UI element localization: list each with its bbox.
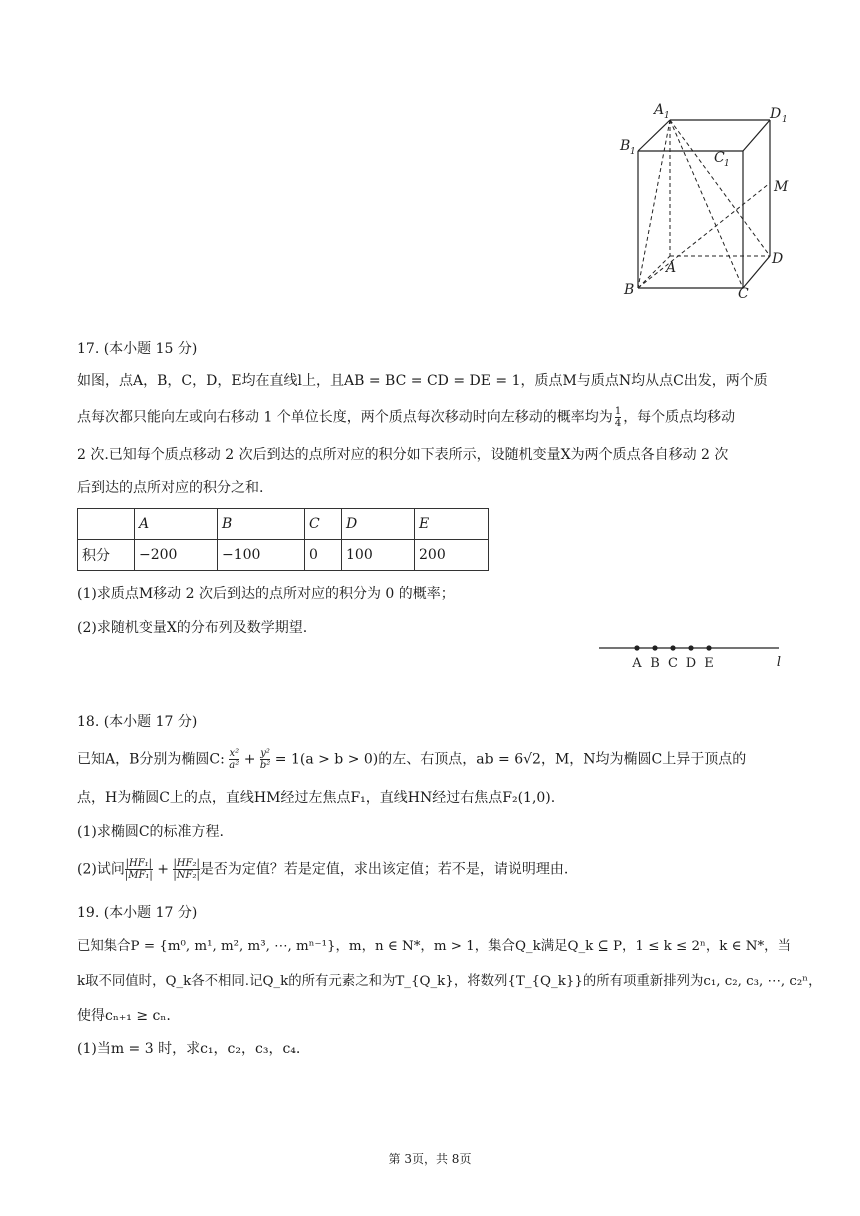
ellipse-x-fraction	[229, 748, 239, 771]
label-a1-sub: 1	[664, 111, 670, 121]
q19-line-3: 使得cₙ₊₁ ≥ cₙ.	[77, 1008, 171, 1024]
table-cell: −200	[135, 540, 218, 571]
label-m: M	[774, 179, 789, 195]
label-d: D	[772, 251, 784, 267]
q17-line-4: 后到达的点所对应的积分之和.	[77, 480, 264, 496]
q18-line-1: 已知A，B分别为椭圆C: $\frac{\text{x²}}{\text{a²}}$ + $\frac{\text{y²}}{\text{b²}}$ = 1(a > b > 0)的左、右顶点，ab = 6√2，M，N均为椭圆C上异于顶点的	[77, 748, 747, 771]
label-c1-sub: 1	[724, 159, 730, 169]
ellipse-y-den: b²	[259, 760, 271, 771]
q18-line-1-b: = 1(a > b > 0)的左、右顶点，ab = 6√2，M，N均为椭圆C上异于顶点的	[274, 751, 747, 768]
number-line-point-a: A	[632, 656, 642, 671]
q17-fraction	[615, 406, 621, 429]
label-d1: D	[770, 106, 782, 122]
table-header-cell: A	[135, 509, 218, 540]
page-footer: 第 3页，共 8页	[388, 1152, 472, 1166]
q17-line-1: 如图，点A，B，C，D，E均在直线l上，且AB = BC = CD = DE = 1，质点M与质点N均从点C出发，两个质	[77, 373, 768, 389]
label-a1: A	[654, 102, 665, 118]
q19-heading: 19. (本小题 17 分)	[77, 905, 198, 921]
table-header-cell	[78, 509, 135, 540]
score-table	[77, 508, 489, 571]
q17-line-2-text: 点每次都只能向左或向右移动 1 个单位长度，两个质点每次移动时向左移动的概率均为	[77, 409, 613, 426]
ellipse-y-num: y²	[260, 748, 270, 759]
number-line-point-e: E	[704, 656, 714, 671]
number-line-point-d: D	[685, 656, 697, 671]
table-header-cell: D	[342, 509, 415, 540]
table-cell: −100	[218, 540, 305, 571]
q17-frac-num: 1	[614, 406, 622, 417]
ratio-2-fraction	[173, 858, 199, 881]
ellipse-x-num: x²	[229, 748, 240, 759]
table-header-cell: B	[218, 509, 305, 540]
number-line-point-b: B	[650, 656, 660, 671]
q18-part-2-a: (2)试问	[77, 861, 125, 878]
score-table-value-row	[78, 540, 489, 571]
label-c: C	[738, 286, 749, 302]
table-cell: 0	[305, 540, 342, 571]
label-b1-sub: 1	[630, 147, 636, 157]
table-header-cell: E	[415, 509, 489, 540]
q18-part-1: (1)求椭圆C的标准方程.	[77, 824, 224, 840]
q19-line-1: 已知集合P = {m⁰, m¹, m², m³, ⋯, mⁿ⁻¹}，m，n ∈ N*，m > 1，集合Q_k满足Q_k ⊆ P，1 ≤ k ≤ 2ⁿ，k ∈ N*，当	[77, 939, 791, 954]
table-cell: 100	[342, 540, 415, 571]
score-table-header-row	[78, 509, 489, 540]
label-d1-sub: 1	[782, 115, 788, 125]
q17-part-1: (1)求质点M移动 2 次后到达的点所对应的积分为 0 的概率；	[77, 586, 455, 602]
q19-part-1: (1)当m = 3 时，求c₁，c₂，c₃，c₄.	[77, 1041, 301, 1057]
q18-line-1-a: 已知A，B分别为椭圆C:	[77, 751, 225, 768]
q18-part-2: (2)试问 $\frac{\text{|HF₁|}}{\text{|MF₁|}}$ + $\frac{\text{|HF₂|}}{\text{|NF₂|}}$ 是否为定值？若是定值，求出该定值；若不是，请说明理由.	[77, 858, 569, 881]
q18-part-2-b: 是否为定值？若是定值，求出该定值；若不是，请说明理由.	[199, 861, 569, 878]
ratio-1-num: |HF₁|	[125, 858, 153, 869]
ratio-2-num: |HF₂|	[173, 858, 200, 869]
ratio-2-den: |NF₂|	[173, 870, 200, 881]
table-cell: 200	[415, 540, 489, 571]
label-b1: B	[620, 138, 631, 154]
q17-line-2	[77, 406, 735, 429]
q18-line-2: 点，H为椭圆C上的点，直线HM经过左焦点F₁，直线HN经过右焦点F₂(1,0).	[77, 790, 556, 806]
label-a: A	[666, 260, 677, 276]
q17-line-2-tail: ，每个质点均移动	[623, 409, 736, 426]
ratio-1-fraction	[125, 858, 153, 881]
number-line-figure	[595, 638, 795, 672]
prism-figure	[610, 98, 800, 303]
table-header-cell: C	[305, 509, 342, 540]
label-b: B	[624, 282, 635, 298]
q17-frac-den: 4	[614, 418, 622, 429]
number-line-label: l	[776, 655, 782, 670]
q19-line-2: k取不同值时，Q_k各不相同.记Q_k的所有元素之和为T_{Q_k}，将数列{T_{Q_k}}的所有项重新排列为c₁, c₂, c₃, ⋯, c₂ⁿ，	[77, 974, 822, 989]
table-row-label: 积分	[78, 540, 135, 571]
number-line-point-c: C	[668, 656, 678, 671]
q17-part-2: (2)求随机变量X的分布列及数学期望.	[77, 620, 308, 636]
ellipse-x-den: a²	[229, 760, 240, 771]
label-c1: C	[714, 150, 725, 166]
q17-line-3: 2 次.已知每个质点移动 2 次后到达的点所对应的积分如下表所示，设随机变量X为两个质点各自移动 2 次	[77, 447, 729, 463]
ratio-1-den: |MF₁|	[124, 870, 153, 881]
q17-heading: 17. (本小题 15 分)	[77, 341, 198, 357]
q18-heading: 18. (本小题 17 分)	[77, 714, 198, 730]
ellipse-y-fraction	[260, 748, 270, 771]
